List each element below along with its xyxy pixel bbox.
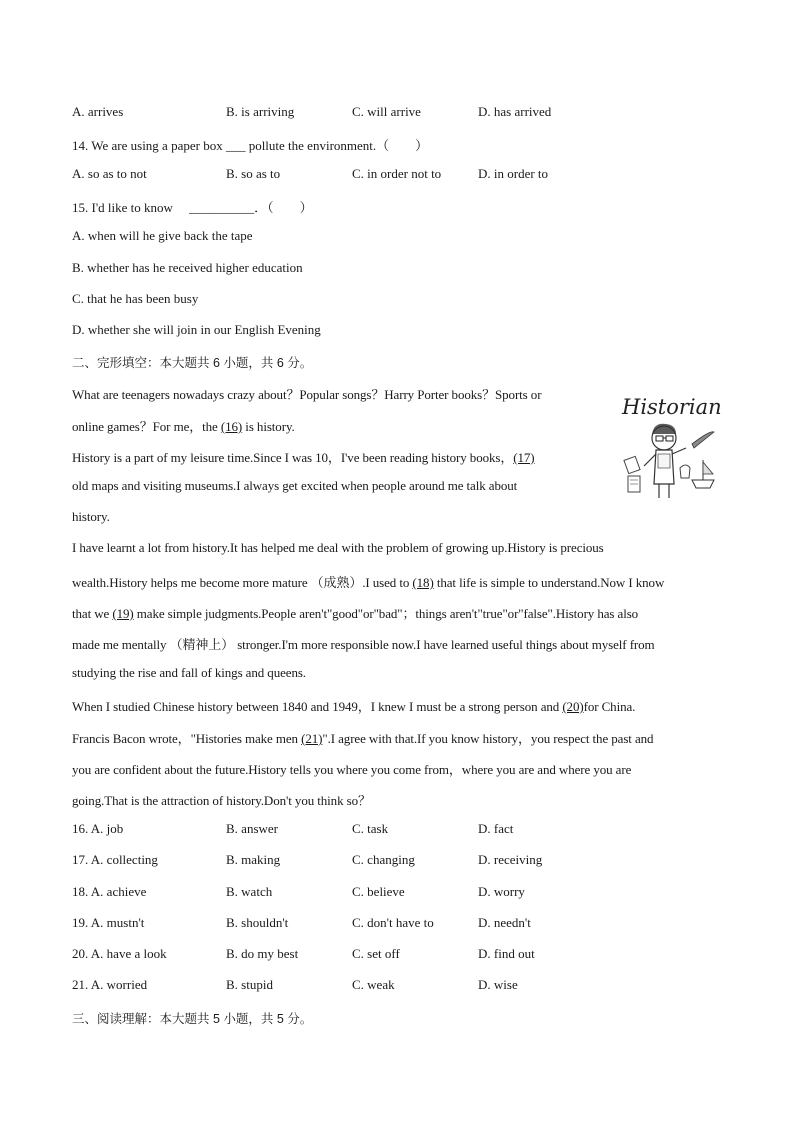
blank-21: (21) <box>301 731 323 746</box>
q18-option-a: 18. A. achieve <box>72 884 147 899</box>
passage-line: going.That is the attraction of history.Don't you think so？ <box>72 793 371 808</box>
blank-18: (18) <box>412 575 434 590</box>
blank-16: (16) <box>220 419 243 434</box>
q20-option-d: D. find out <box>478 946 535 961</box>
passage-line: history. <box>72 509 110 524</box>
passage-line: studying the rise and fall of kings and queens. <box>72 665 306 680</box>
q14-option-b: B. so as to <box>226 166 281 181</box>
q14-options <box>72 166 712 184</box>
q19-option-a: 19. A. mustn't <box>72 915 145 930</box>
question-21-options <box>72 977 712 995</box>
q21-option-c: C. weak <box>352 977 395 992</box>
passage-line: History is a part of my leisure time.Since I was 10，I've been reading history books，(17) <box>72 450 535 465</box>
q19-option-d: D. needn't <box>478 915 531 930</box>
q18-option-d: D. worry <box>478 884 525 899</box>
q21-option-a: 21. A. worried <box>72 977 148 992</box>
illustration-title: Historian <box>622 395 722 419</box>
q14-stem: 14. We are using a paper box ___ pollute the environment.（ ） <box>72 138 429 153</box>
historian-illustration <box>614 388 734 506</box>
passage-line: you are confident about the future.History tells you where you come from，where you are and where you are <box>72 762 632 777</box>
q14-option-c: C. in order not to <box>352 166 442 181</box>
q16-option-c: C. task <box>352 821 389 836</box>
q19-option-c: C. don't have to <box>352 915 434 930</box>
passage-line: made me mentally （精神上） stronger.I'm more responsible now.I have learned useful things about myself from <box>72 637 655 652</box>
q14-option-d: D. in order to <box>478 166 549 181</box>
passage-line: online games？For me，the (16) is history. <box>72 419 295 434</box>
q20-option-a: 20. A. have a look <box>72 946 167 961</box>
blank-17: (17) <box>513 450 535 465</box>
section3-heading: 三、阅读理解：本大题共 5 小题，共 5 分。 <box>72 1012 313 1026</box>
q18-option-b: B. watch <box>226 884 273 899</box>
q17-option-c: C. changing <box>352 852 415 867</box>
passage-line: old maps and visiting museums.I always get excited when people around me talk about <box>72 478 518 493</box>
passage-line: I have learnt a lot from history.It has helped me deal with the problem of growing up.History is precious <box>72 540 604 555</box>
q13-option-c: C. will arrive <box>352 104 421 119</box>
q13-option-d: D. has arrived <box>478 104 552 119</box>
passage-line: When I studied Chinese history between 1840 and 1949，I knew I must be a strong person and (20)for China. <box>72 699 636 714</box>
passage-line: Francis Bacon wrote，"Histories make men (21)".I agree with that.If you know history，you respect the past and <box>72 731 654 746</box>
q15-option-b: B. whether has he received higher education <box>72 260 303 275</box>
q21-option-d: D. wise <box>478 977 518 992</box>
blank-20: (20) <box>562 699 584 714</box>
q15-stem: 15. I'd like to know __________．（ ） <box>72 200 313 215</box>
q15-option-c: C. that he has been busy <box>72 291 199 306</box>
q21-option-b: B. stupid <box>226 977 273 992</box>
question-20-options <box>72 946 712 964</box>
q13-options <box>72 104 712 122</box>
q13-option-a: A. arrives <box>72 104 124 119</box>
q16-option-b: B. answer <box>226 821 278 836</box>
question-18-options <box>72 884 712 902</box>
q15-option-d: D. whether she will join in our English Evening <box>72 322 321 337</box>
q17-option-a: 17. A. collecting <box>72 852 158 867</box>
q16-option-d: D. fact <box>478 821 514 836</box>
question-16-options <box>72 821 712 839</box>
section2-heading: 二、完形填空：本大题共 6 小题，共 6 分。 <box>72 356 313 370</box>
passage-line: What are teenagers nowadays crazy about？Popular songs？Harry Porter books？Sports or <box>72 387 542 402</box>
blank-19: (19) <box>112 606 134 621</box>
q19-option-b: B. shouldn't <box>226 915 289 930</box>
q17-option-d: D. receiving <box>478 852 543 867</box>
q14-option-a: A. so as to not <box>72 166 147 181</box>
q16-option-a: 16. A. job <box>72 821 124 836</box>
passage-line: wealth.History helps me become more mature （成熟）.I used to (18) that life is simple to understand.Now I know <box>72 575 665 590</box>
question-19-options <box>72 915 712 933</box>
q20-option-b: B. do my best <box>226 946 299 961</box>
q20-option-c: C. set off <box>352 946 400 961</box>
q17-option-b: B. making <box>226 852 281 867</box>
question-17-options <box>72 852 712 870</box>
q18-option-c: C. believe <box>352 884 405 899</box>
passage-line: that we (19) make simple judgments.People aren't"good"or"bad"；things aren't"true"or"false".History has also <box>72 606 639 621</box>
q15-option-a: A. when will he give back the tape <box>72 228 253 243</box>
q13-option-b: B. is arriving <box>226 104 295 119</box>
